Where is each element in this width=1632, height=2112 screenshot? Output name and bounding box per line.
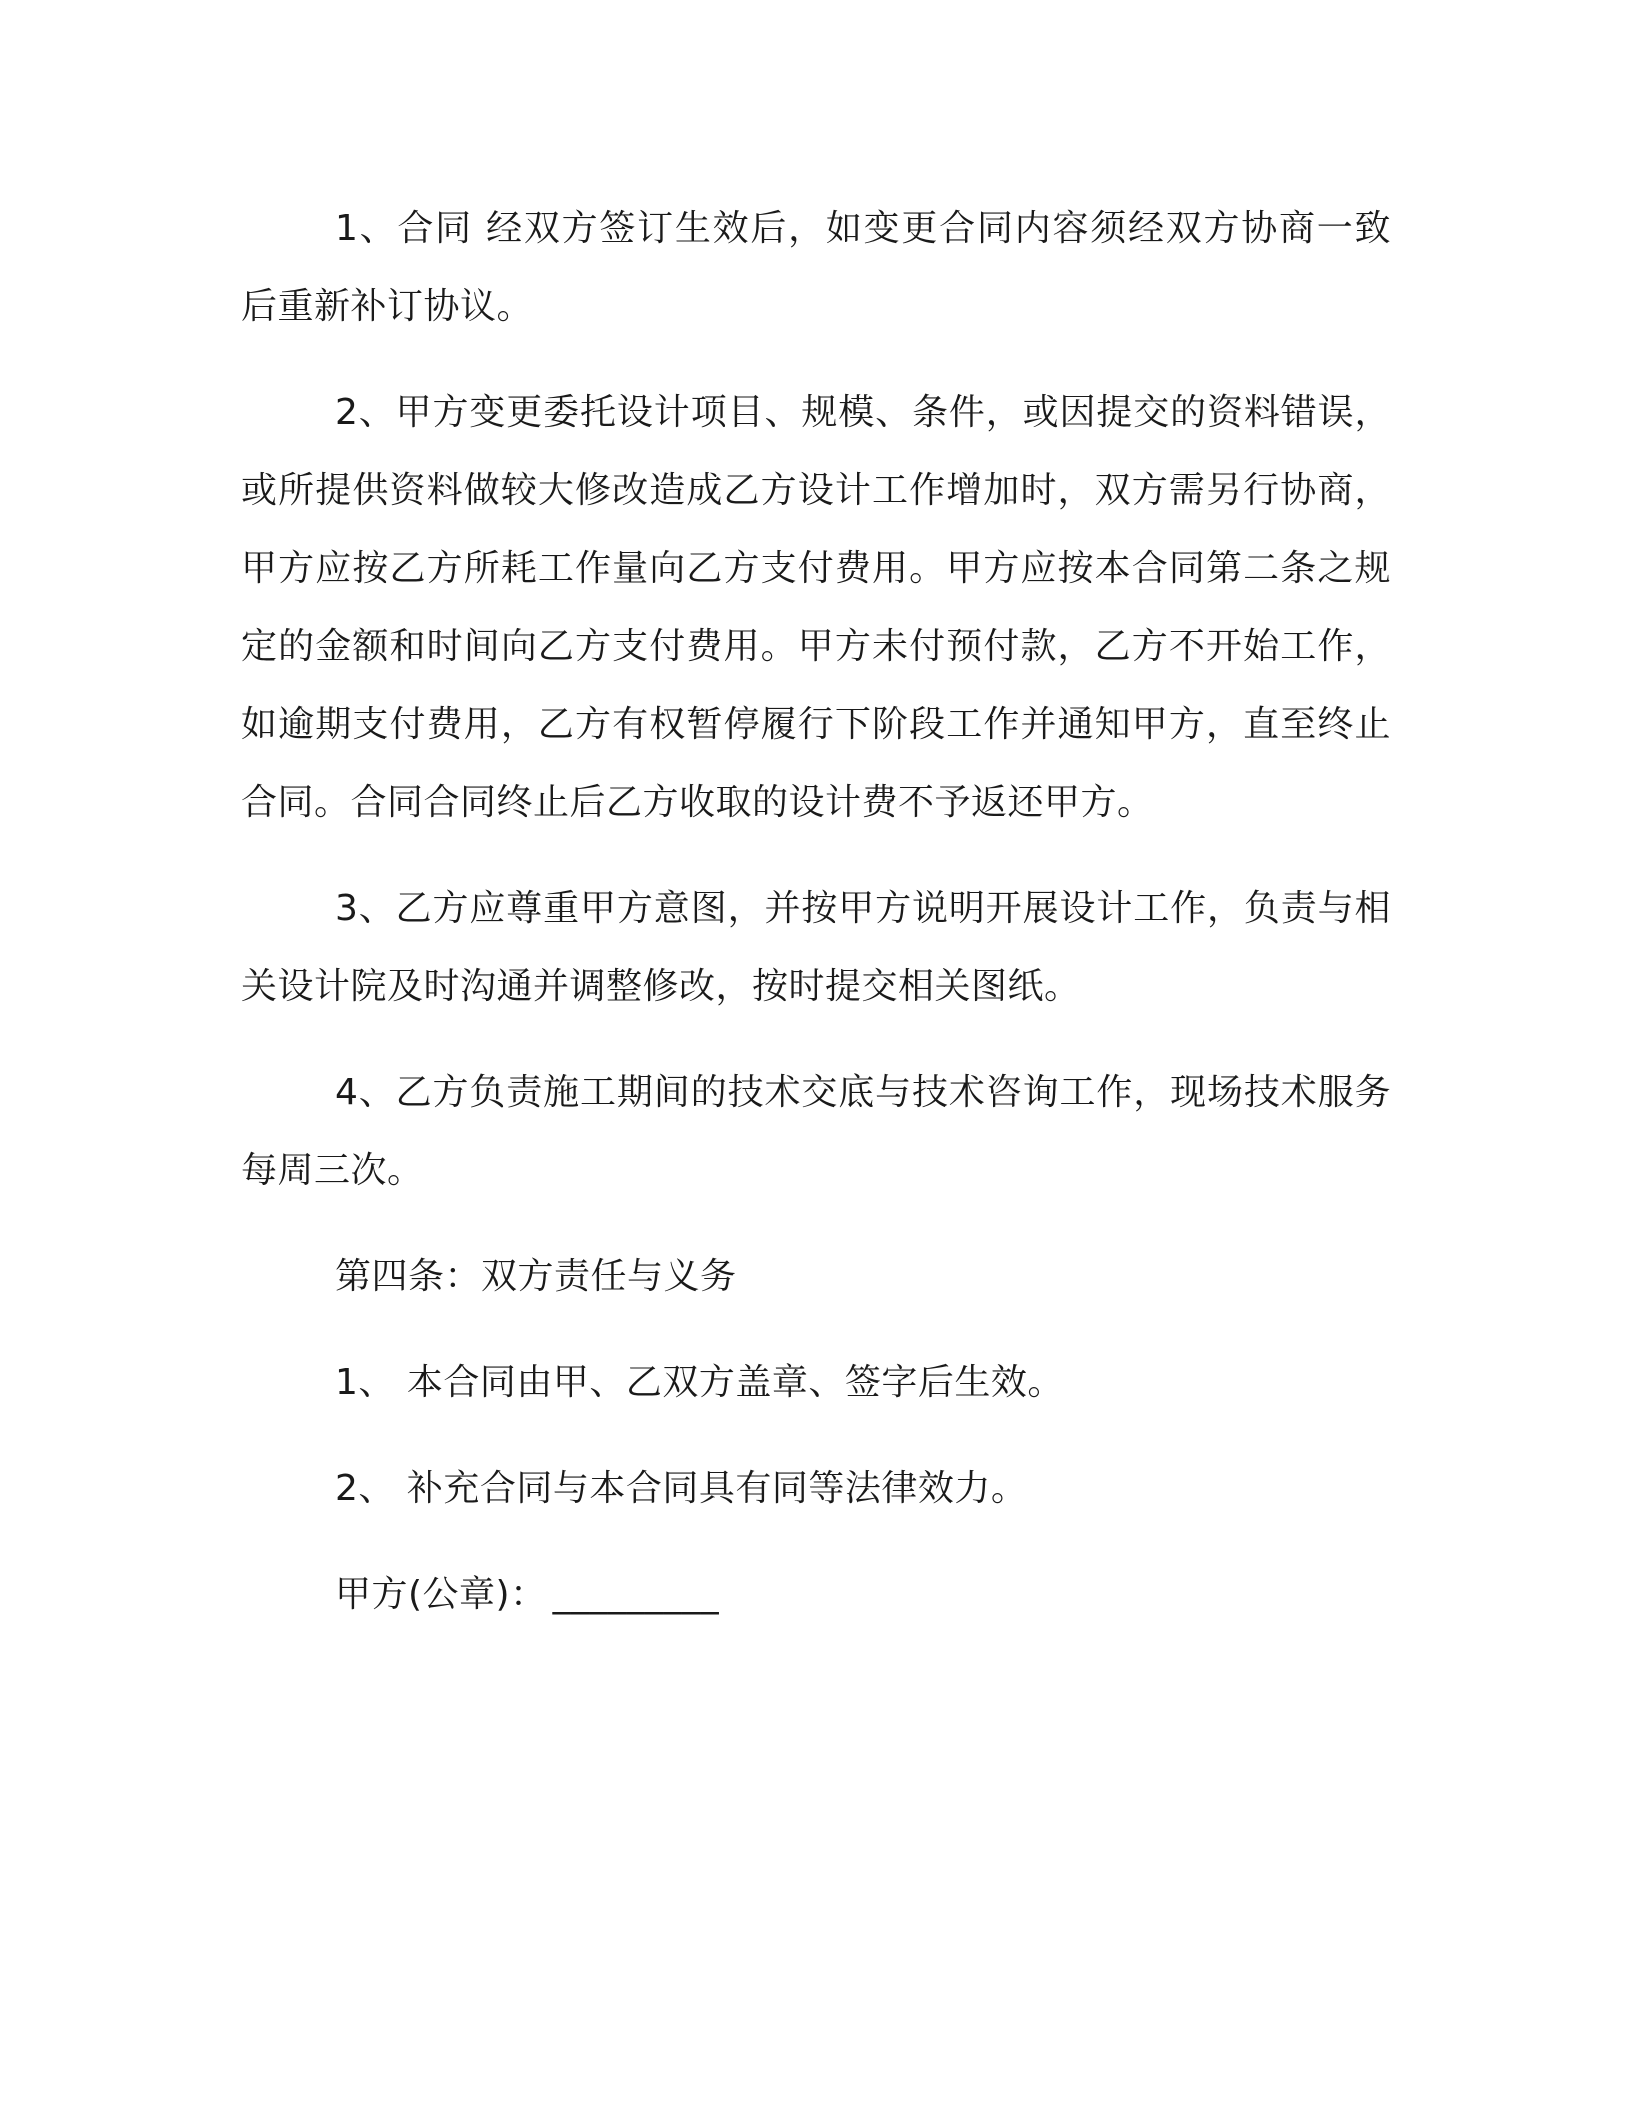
signature-label: 甲方(公章)：: [335, 1574, 547, 1615]
signature-blank: _________: [552, 1574, 720, 1615]
paragraph-4: 4、乙方负责施工期间的技术交底与技术咨询工作，现场技术服务每周三次。: [241, 1072, 1391, 1191]
signature-line: [241, 1556, 1391, 1634]
document-body: [241, 190, 1391, 1662]
article-heading: 第四条：双方责任与义务: [335, 1256, 737, 1297]
paragraph-2: 2、甲方变更委托设计项目、规模、条件，或因提交的资料错误，或所提供资料做较大修改造成乙方设计工作增加时，双方需另行协商，甲方应按乙方所耗工作量向乙方支付费用。甲方应按本合同第二条之规定的金额和时间向乙方支付费用。甲方未付预付款，乙方不开始工作，如逾期支付费用，乙方有权暂停履行下阶段工作并通知甲方，直至终止合同。合同合同终止后乙方收取的设计费不予返还甲方。: [241, 392, 1391, 823]
paragraph-3: 3、乙方应尊重甲方意图，并按甲方说明开展设计工作，负责与相关设计院及时沟通并调整修改，按时提交相关图纸。: [241, 888, 1391, 1007]
paragraph-1: 1、合同 经双方签订生效后，如变更合同内容须经双方协商一致后重新补订协议。: [241, 208, 1391, 327]
clause-1: 1、 本合同由甲、乙双方盖章、签字后生效。: [335, 1362, 1064, 1403]
clause-2: 2、 补充合同与本合同具有同等法律效力。: [335, 1468, 1028, 1509]
